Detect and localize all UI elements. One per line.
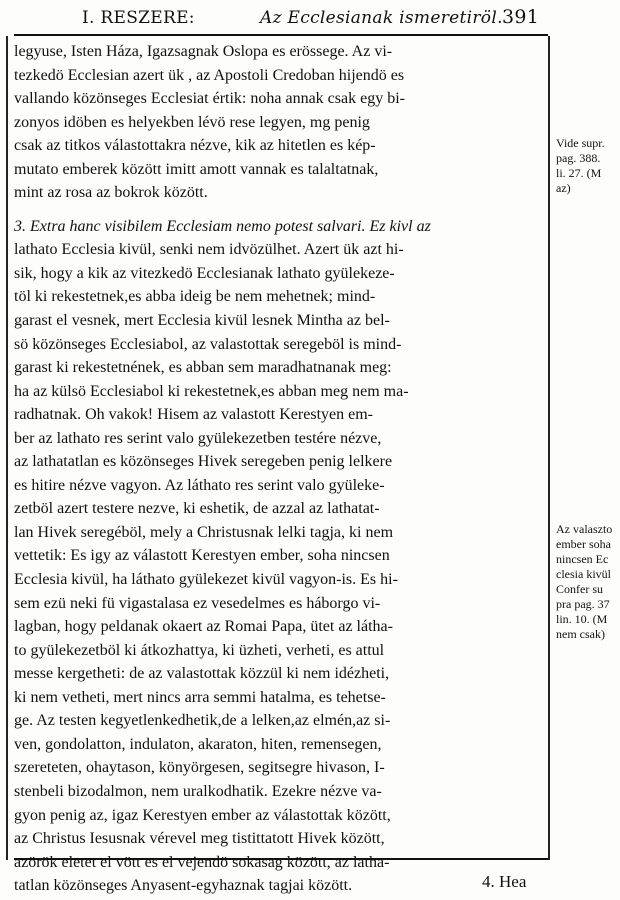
- running-title: Az Ecclesianak ismeretiröl.: [260, 8, 503, 28]
- text-line: ven, gondolatton, indulaton, akaraton, hiten, remensegen,: [14, 735, 382, 753]
- text-line: legyuse, Isten Háza, Igazsagnak Oslopa es erössege. Az vi-: [14, 43, 393, 60]
- text-line: sö közönseges Ecclesiabol, az valastottak seregeböl is mind-: [14, 335, 402, 353]
- text-line: az Christus Iesusnak vérevel meg tistittatott Hivek között,: [14, 830, 385, 848]
- margin-line: Confer su: [556, 582, 603, 596]
- margin-line: nincsen Ec: [556, 552, 609, 566]
- text-line: szereteten, ohaytason, könyörgesen, segitsegre hivason, I-: [14, 759, 385, 777]
- margin-line: Vide supr.: [556, 136, 605, 150]
- margin-line: az): [556, 181, 571, 195]
- text-line: vallando közönseges Ecclesiat értik: noha annak csak egy bi-: [14, 90, 405, 108]
- margin-line: pra pag. 37: [556, 597, 610, 611]
- margin-line: Az valaszto: [556, 522, 613, 536]
- text-line: ki nem vetheti, mert nincs arra semmi hatalma, es tehetse-: [14, 688, 386, 706]
- text-line: lan Hivek seregéböl, mely a Christusnak lelki tagja, ki nem: [14, 523, 394, 541]
- margin-line: nem csak): [556, 627, 605, 641]
- text-line: azörök eletet el vött es el vejendö sokasag között, az latha-: [14, 853, 390, 871]
- text-line: tatlan közönseges Anyasent-egyhaznak tagjai között.: [14, 877, 353, 895]
- text-line: mint az rosa az bokrok között.: [14, 184, 208, 202]
- text-line: gyon penig az, igaz Kerestyen ember az válastottak között,: [14, 806, 391, 824]
- margin-line: clesia kivül: [556, 567, 611, 581]
- text-line: Ecclesia kivül, ha láthato gyülekezet kivül vagyon-is. Es hi-: [14, 571, 398, 589]
- body-text: [14, 40, 548, 898]
- section-label: I. RESZERE:: [82, 8, 195, 28]
- text-line: sem ezü neki fü vigastalasa ez vesedelmes es háborgo vi-: [14, 594, 381, 612]
- text-line: ge. Az testen kegyetlenkedhetik,de a lelken,az elmén,az si-: [14, 712, 391, 730]
- text-line: vettetik: Es igy az válastott Kerestyen ember, soha nincsen: [14, 547, 390, 565]
- text-line: lagban, hogy peldanak okaert az Romai Papa, ütet az látha-: [14, 618, 393, 636]
- catchword: 4. Hea: [482, 872, 527, 891]
- margin-line: pag. 388.: [556, 151, 601, 165]
- footer-rule: [14, 858, 548, 860]
- text-line: zetböl azert testere nezve, ki eshetik, de azzal az lathatat-: [14, 500, 380, 518]
- text-line: az lathatatlan es közönseges Hivek seregeben penig lelkere: [14, 453, 393, 471]
- margin-note-valaszto: [556, 522, 620, 642]
- text-line: garast ki rekestetnének, es abban sem maradhatnanak meg:: [14, 359, 392, 377]
- text-line: stenbeli bizodalmon, nem uralkodhatik. Ezekre nézve va-: [14, 782, 382, 800]
- text-line: ber az lathato res serint valo gyülekezetben testére nézve,: [14, 429, 382, 447]
- text-line: töl ki rekestetnek,es abba ideig be nem mehetnek; mind-: [14, 288, 376, 306]
- running-header: [12, 6, 552, 32]
- margin-line: ember soha: [556, 537, 611, 551]
- text-line: 3. Extra hanc visibilem Ecclesiam nemo potest salvari. Ez kivl az: [14, 217, 431, 235]
- text-line: sik, hogy a kik az vitezkedö Ecclesianak lathato gyülekeze-: [14, 264, 395, 282]
- margin-line: li. 27. (M: [556, 166, 602, 180]
- text-line: zonyos idöben es helyekben lévö rese legyen, mg penig: [14, 113, 370, 131]
- page-number: 391: [502, 6, 540, 28]
- margin-line: lin. 10. (M: [556, 612, 608, 626]
- text-line: to gyülekezetböl ki átkozhattya, ki üzheti, verheti, es attul: [14, 641, 385, 659]
- text-line: mutato emberek között imitt amott vannak es talaltatnak,: [14, 160, 379, 178]
- text-line: tezkedö Ecclesian azert ük , az Apostoli Credoban hijendö es: [14, 66, 405, 84]
- text-line: csak az titkos válastottakra nézve, kik az hitetlen es kép-: [14, 137, 376, 155]
- text-line: lathato Ecclesia kivül, senki nem idvözülhet. Azert ük azt hi-: [14, 241, 404, 259]
- text-line: radhatnak. Oh vakok! Hisem az valastott Kerestyen em-: [14, 406, 373, 424]
- text-line: es hitire nézve vagyon. Az láthato res serint valo gyüleke-: [14, 476, 385, 494]
- text-line: messe kergetheti: de az valastottak közzül ki nem idézheti,: [14, 665, 390, 683]
- margin-note-vide: [556, 136, 620, 196]
- text-line: garast el vesnek, mert Ecclesia kivül lesnek Mintha az bel-: [14, 312, 390, 330]
- text-line: ha az külsö Ecclesiabol ki rekestetnek,es abban meg nem ma-: [14, 382, 409, 400]
